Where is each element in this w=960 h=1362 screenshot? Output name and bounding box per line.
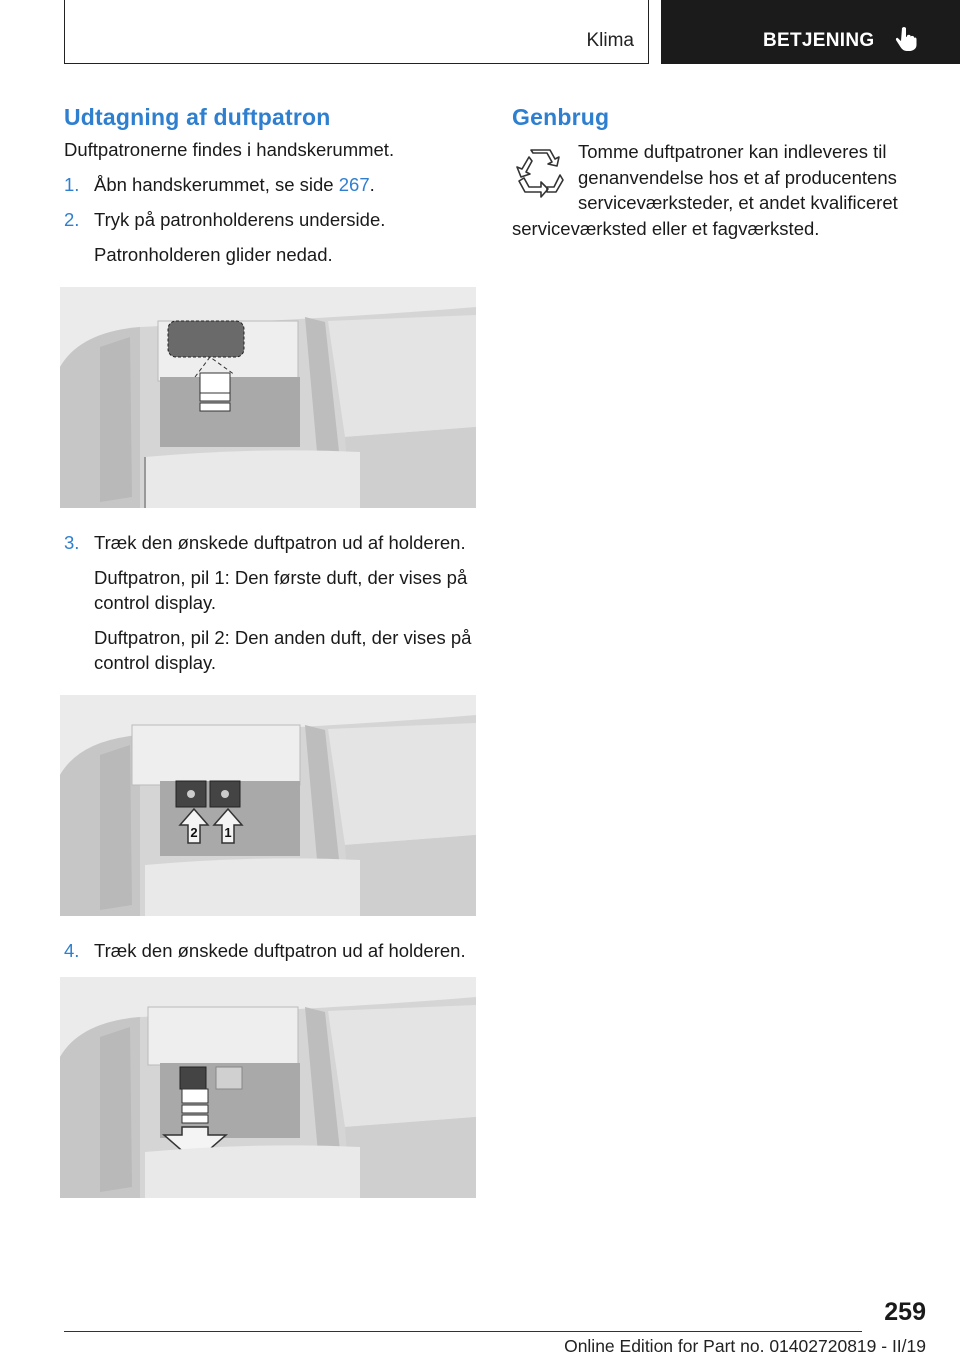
- step-number: 1.: [64, 174, 80, 195]
- step-text: Åbn handskerummet, se side: [94, 174, 339, 195]
- step-text: Træk den ønskede duftpatron ud af holderen.: [94, 940, 466, 961]
- step-number: 4.: [64, 940, 80, 961]
- step-3-note-1: Duftpatron, pil 1: Den første duft, der vises på control display.: [94, 567, 468, 613]
- figure-glovebox-pull-cartridge: [60, 977, 476, 1198]
- header-section-tab: [64, 0, 649, 64]
- recycle-icon: [514, 147, 566, 199]
- step-3-note-2: Duftpatron, pil 2: Den anden duft, der vises på control display.: [94, 627, 472, 673]
- step-1: [64, 172, 480, 197]
- page-reference-link[interactable]: 267: [338, 174, 370, 195]
- step-text: Tryk på patronholderens underside.: [94, 209, 386, 230]
- header-chapter-tab: [661, 0, 960, 64]
- figure-glovebox-press-holder: [60, 287, 476, 508]
- page-number: 259: [884, 1298, 926, 1326]
- recycling-text-full: serviceværksted eller et fagværksted.: [512, 217, 820, 239]
- hand-pointer-icon: [895, 26, 917, 52]
- arrow-label-2: 2: [190, 825, 198, 840]
- recycling-text-indented: Tomme duftpatroner kan indleveres til genanvendelse hos et af producentens serviceværksteder, et andet kvalificeret: [578, 141, 898, 213]
- figure-glovebox-two-cartridges: [60, 695, 476, 916]
- header-section-label: Klima: [586, 30, 634, 51]
- header-chapter-label: BETJENING: [763, 30, 875, 51]
- left-column: [64, 104, 480, 1220]
- section-title-remove-cartridge: Udtagning af duftpatron: [64, 104, 331, 130]
- right-column: [512, 104, 912, 241]
- recycling-note: [512, 139, 912, 241]
- footer-divider: [64, 1331, 862, 1332]
- step-number: 2.: [64, 209, 80, 230]
- step-3: [64, 530, 480, 555]
- arrow-label-1: 1: [224, 825, 232, 840]
- step-text: Træk den ønskede duftpatron ud af holderen.: [94, 532, 466, 553]
- section-title-recycling: Genbrug: [512, 104, 610, 130]
- intro-text: Duftpatronerne findes i handskerummet.: [64, 139, 395, 160]
- step-4: [64, 938, 480, 963]
- footer-edition: Online Edition for Part no. 01402720819 - II/19: [564, 1336, 926, 1356]
- step-2: [64, 207, 480, 232]
- step-text-end: .: [369, 174, 375, 195]
- step-number: 3.: [64, 532, 80, 553]
- step-2-result: Patronholderen glider nedad.: [94, 244, 333, 265]
